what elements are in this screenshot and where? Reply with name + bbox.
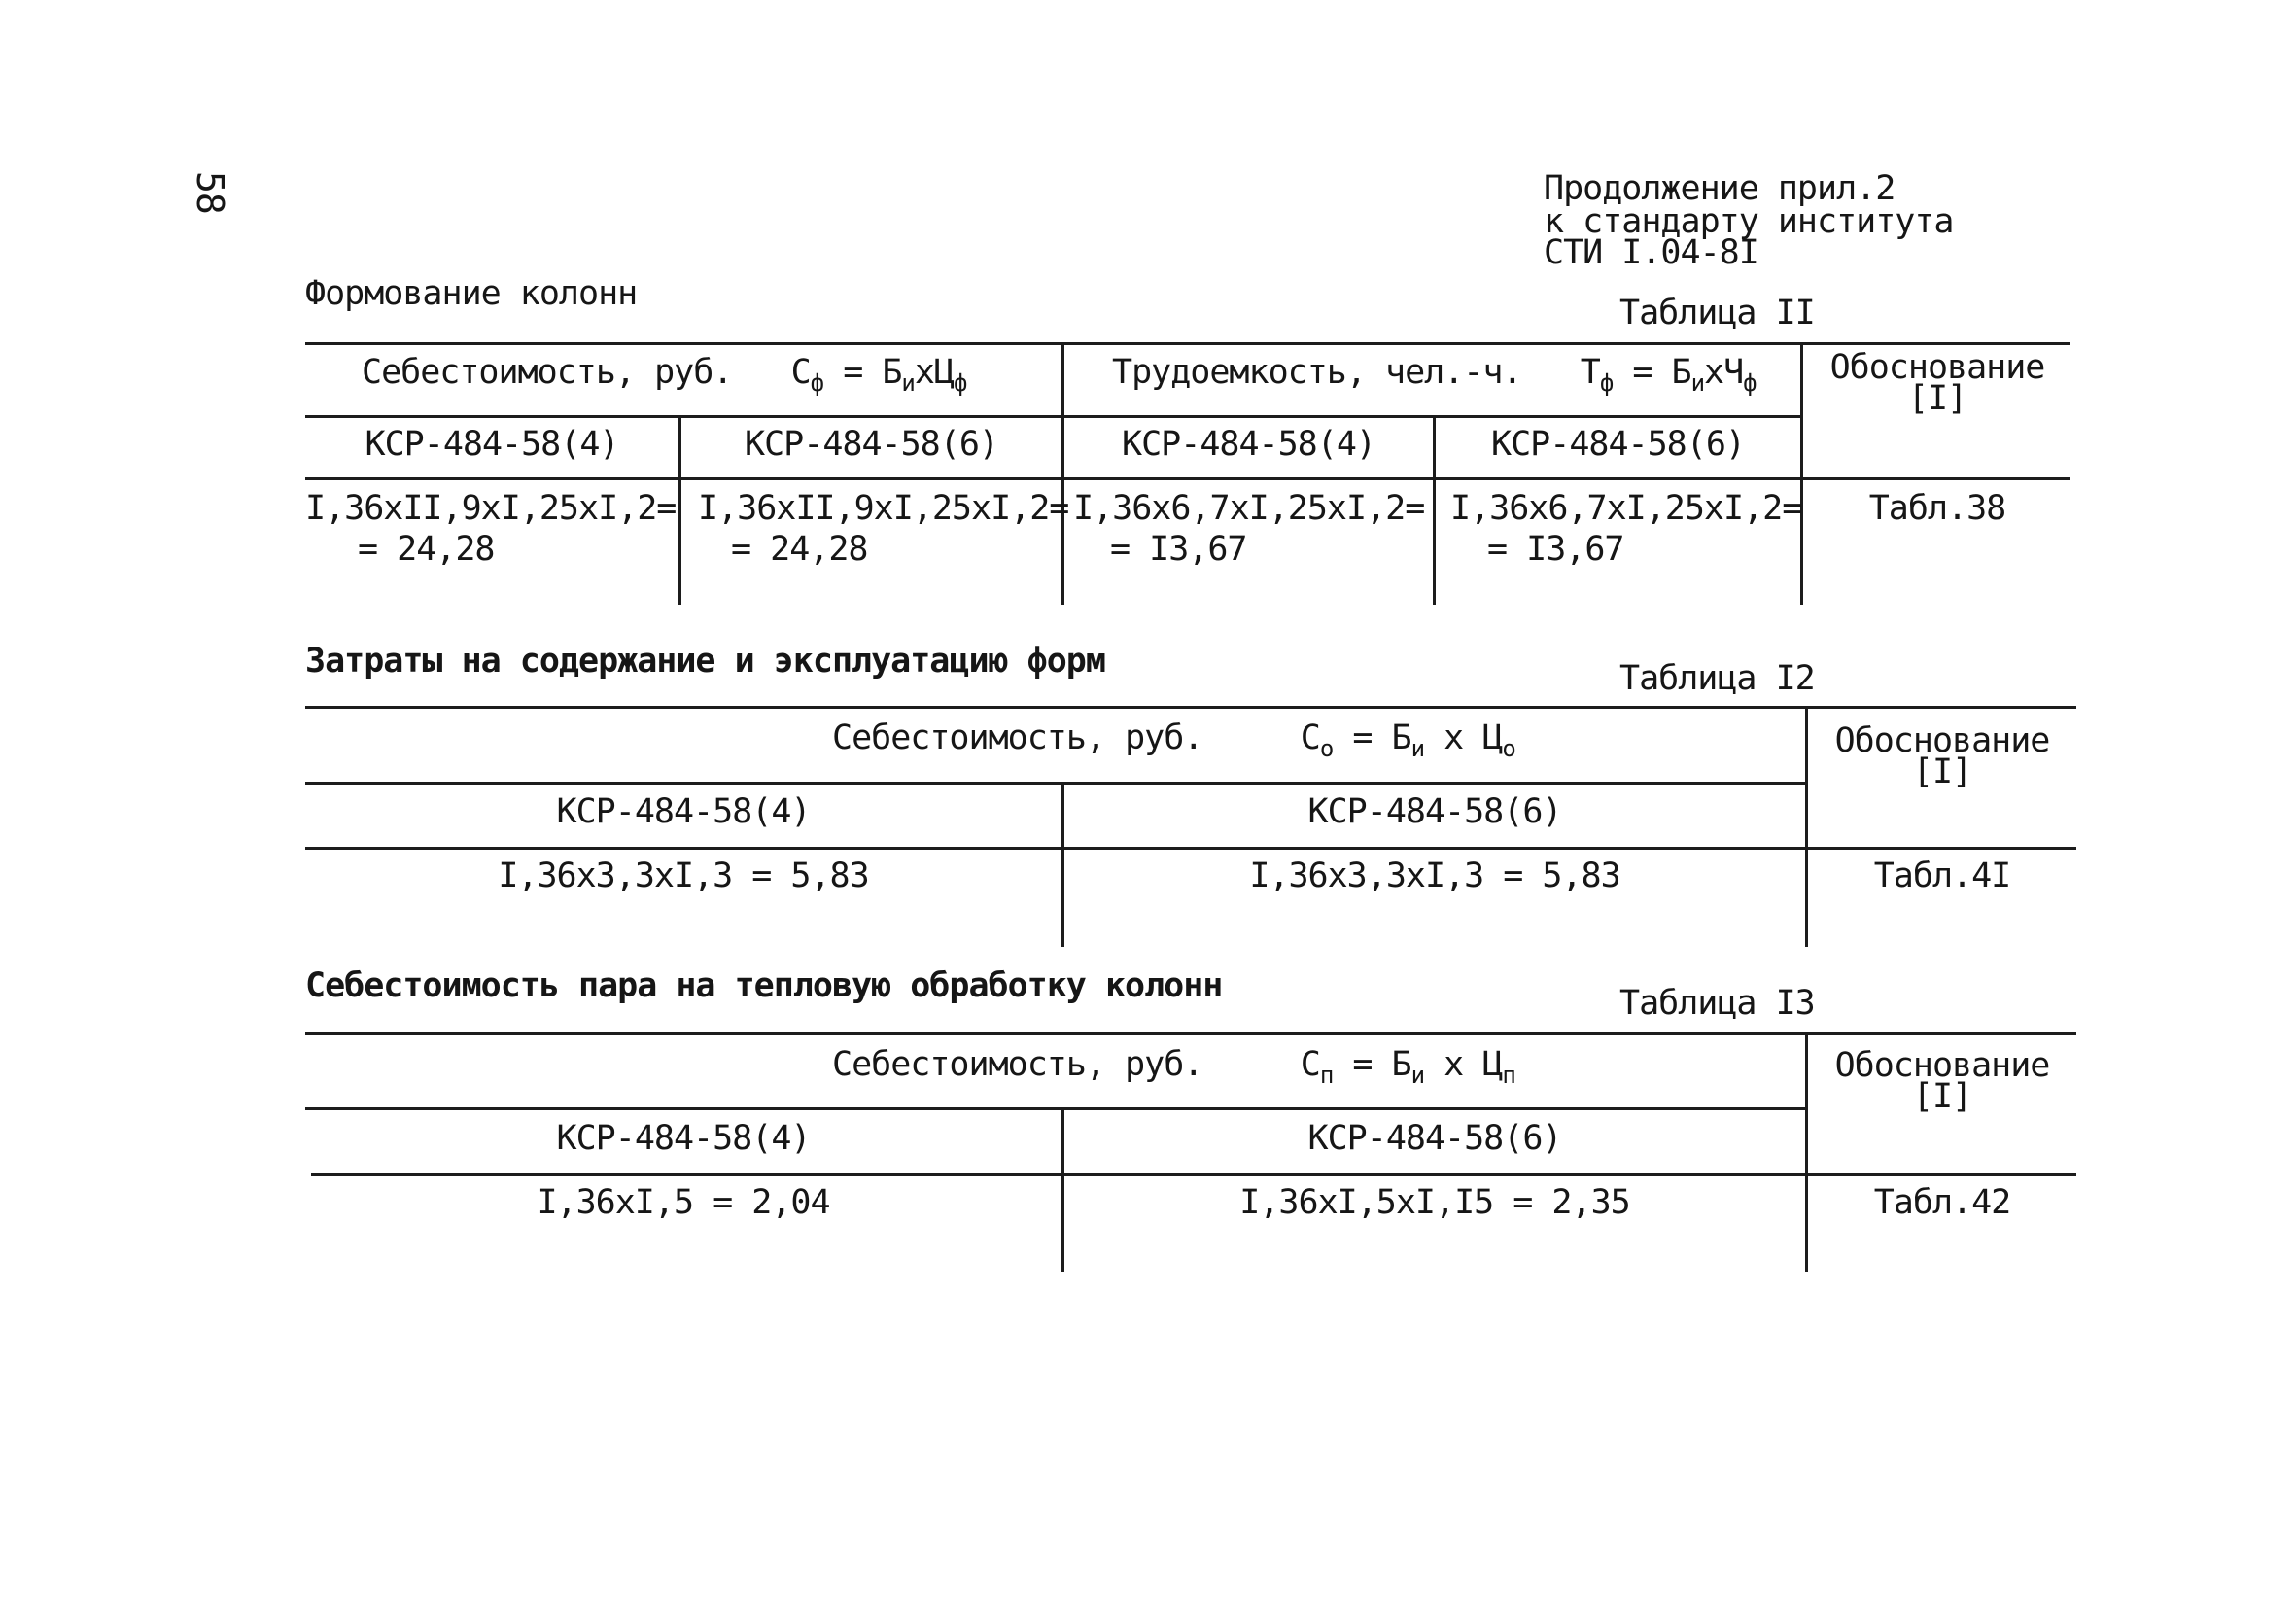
page-number: 58 [189, 171, 231, 214]
table11-cost-header: Себестоимость, руб. $С_ф = Б_иxЦ_ф$ [362, 353, 967, 397]
table11-subheader-2: КСР-484-58(6) [745, 425, 998, 464]
table11-cell-1: I,36xII,9xI,25xI,2= = 24,28 [305, 489, 677, 569]
table11-labor-header: Трудоемкость, чел.-ч. $Т_ф = Б_иxЧ_ф$ [1112, 353, 1757, 397]
table11-cell-2: I,36xII,9xI,25xI,2= = 24,28 [698, 489, 1069, 569]
table12-basis-value: Табл.4I [1873, 856, 2011, 895]
table13-cell-2: I,36xI,5xI,I5 = 2,35 [1239, 1183, 1630, 1222]
table13-basis-header: Обоснование [I] [1834, 1046, 2050, 1116]
table11-section-title: Формование колонн [305, 274, 638, 313]
header-line-3: СТИ I.04-8I [1544, 233, 1758, 272]
table13-label: Таблица I3 [1619, 984, 1815, 1023]
table11-basis-header: Обоснование [I] [1829, 348, 2045, 418]
table12-subheader-2: КСР-484-58(6) [1307, 792, 1562, 831]
table12-subheader-1: КСР-484-58(4) [556, 792, 811, 831]
table11-label: Таблица II [1619, 294, 1815, 332]
table13-cell-1: I,36xI,5 = 2,04 [537, 1183, 830, 1222]
table12-label: Таблица I2 [1619, 659, 1815, 698]
table13-cost-header: Себестоимость, руб. $С_п = Б_и$ x $Ц_п$ [832, 1045, 1515, 1089]
table12-cost-header: Себестоимость, руб. $С_о = Б_и$ x $Ц_о$ [832, 718, 1515, 762]
table11-subheader-1: КСР-484-58(4) [365, 425, 619, 464]
table11-subheader-4: КСР-484-58(6) [1491, 425, 1745, 464]
header-line-1: Продолжение прил.2 [1544, 169, 1896, 208]
header-line-2: к стандарту института [1544, 202, 1954, 241]
table13-section-title: Себестоимость пара на тепловую обработку колонн [305, 966, 1223, 1005]
table12-cell-1: I,36x3,3xI,3 = 5,83 [498, 856, 869, 895]
table11-cell-3: I,36x6,7xI,25xI,2= = I3,67 [1073, 489, 1425, 569]
table11-subheader-3: КСР-484-58(4) [1122, 425, 1375, 464]
table12-basis-header: Обоснование [I] [1834, 721, 2050, 791]
table12-section-title: Затраты на содержание и эксплуатацию форм [305, 642, 1105, 681]
table11-cell-4: I,36x6,7xI,25xI,2= = I3,67 [1450, 489, 1802, 569]
table13-subheader-2: КСР-484-58(6) [1307, 1119, 1562, 1158]
table11-basis-value: Табл.38 [1868, 489, 2006, 528]
table12-cell-2: I,36x3,3xI,3 = 5,83 [1249, 856, 1620, 895]
table13-subheader-1: КСР-484-58(4) [556, 1119, 811, 1158]
table13-basis-value: Табл.42 [1873, 1183, 2011, 1222]
